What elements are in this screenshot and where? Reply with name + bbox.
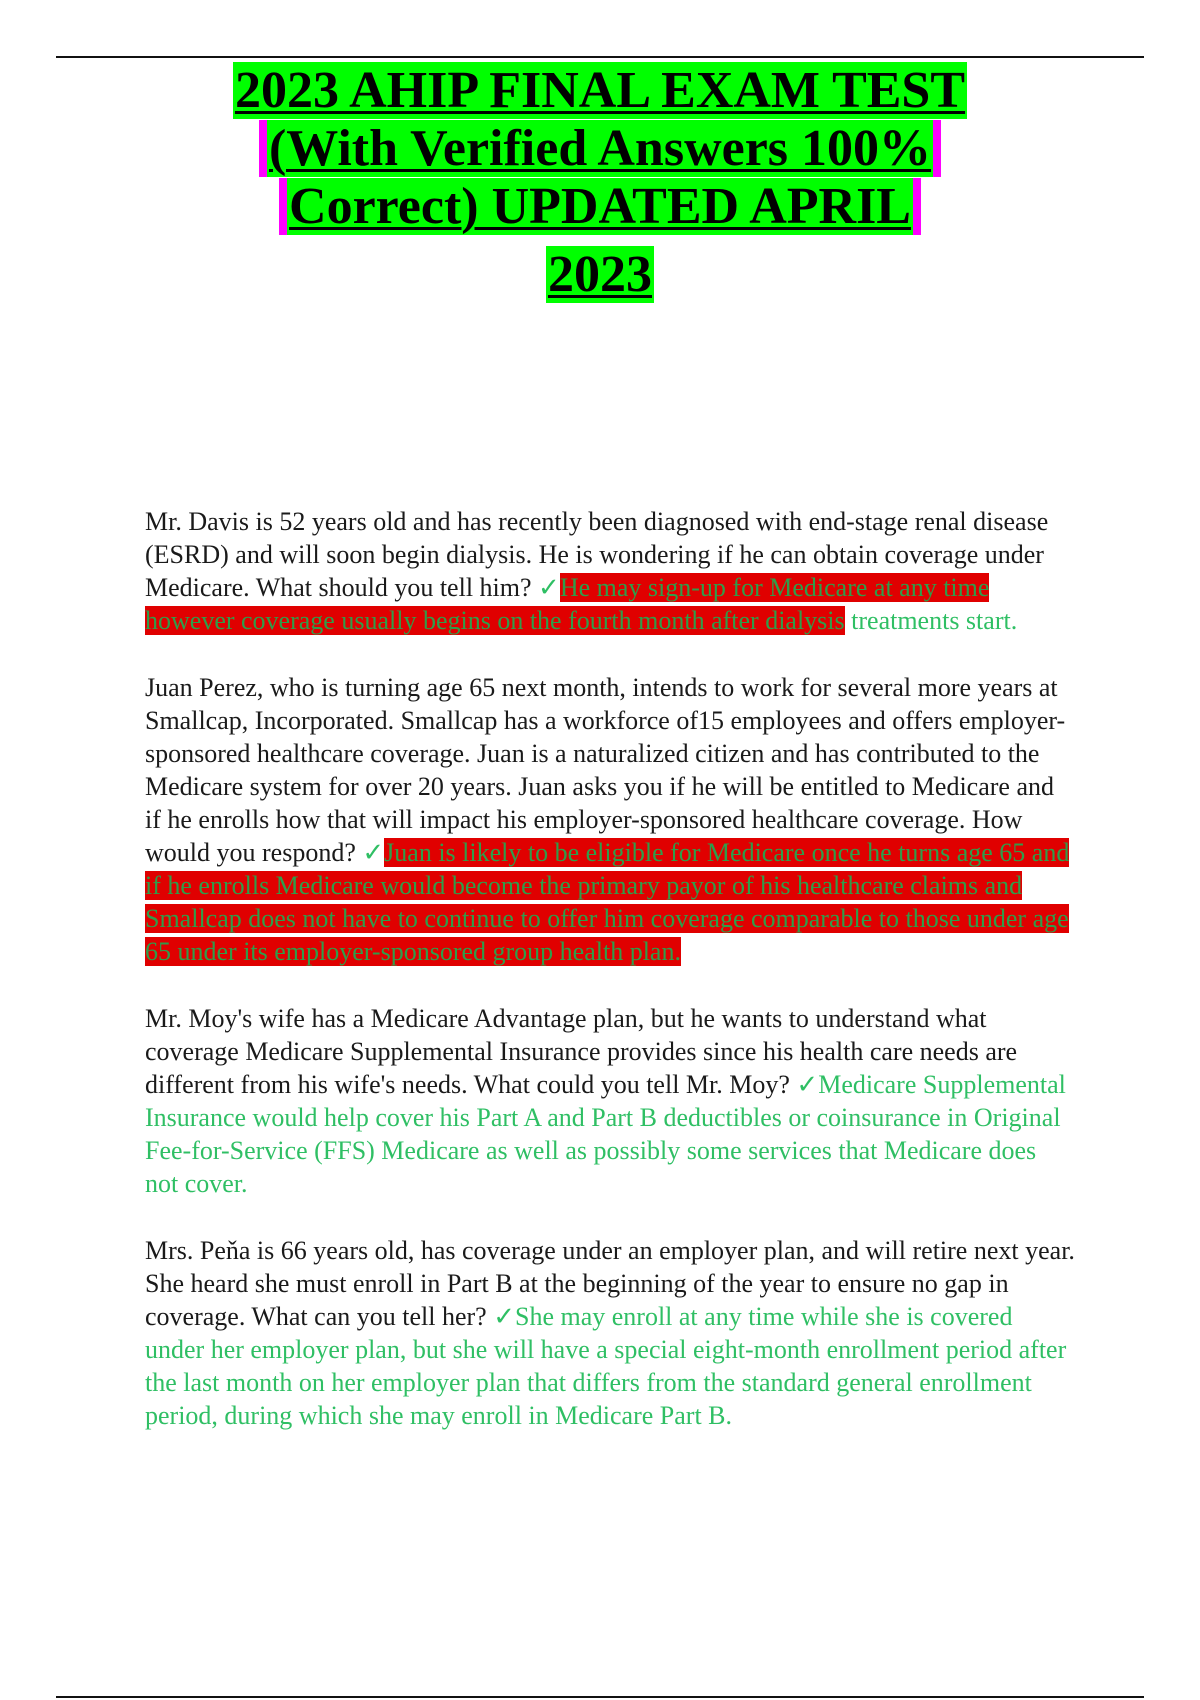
- top-rule: [56, 56, 1144, 58]
- qa-item-pena: [145, 1234, 1075, 1432]
- qa-list: [145, 505, 1075, 1466]
- check-icon: ✓: [493, 1302, 515, 1331]
- question-text: Mrs. Peňa is 66 years old, has coverage under an employer plan, and will retire next year. She heard she must enroll in Part B at the beginning of the year to ensure no gap in coverage. What can you tell her?: [145, 1236, 1075, 1331]
- title-line-3: Correct) UPDATED APRIL: [289, 178, 911, 235]
- qa-item-perez: [145, 671, 1075, 968]
- answer-highlighted: He may sign-up for Medicare at any time however coverage usually begins on the fourth month after dialysis: [145, 573, 990, 635]
- question-text: Mr. Davis is 52 years old and has recently been diagnosed with end-stage renal disease (ESRD) and will soon begin dialysis. He is wondering if he can obtain coverage under Medicare. What should you tell him?: [145, 507, 1049, 602]
- answer-highlighted: Juan is likely to be eligible for Medicare once he turns age 65 and if he enrolls Medicare would become the primary payor of his healthcare claims and Smallcap does not have to continue to offer him coverage comparable to those under age 65 under its employer-sponsored group health plan.: [145, 838, 1070, 966]
- title-line-4: 2023: [548, 246, 652, 303]
- qa-item-moy: [145, 1002, 1075, 1200]
- question-text: Mr. Moy's wife has a Medicare Advantage plan, but he wants to understand what coverage Medicare Supplemental Insurance provides since his health care needs are different from his wife's needs. What could you tell Mr. Moy?: [145, 1004, 1018, 1099]
- qa-item-davis: [145, 505, 1075, 637]
- title-line-1: 2023 AHIP FINAL EXAM TEST: [234, 62, 966, 119]
- bottom-rule: [56, 1696, 1144, 1698]
- document-title: [0, 62, 1200, 304]
- check-icon: ✓: [538, 573, 560, 602]
- answer-text: She may enroll at any time while she is covered under her employer plan, but she will have a special eight-month enrollment period after the last month on her employer plan that differs from the standard general enrollment period, during which she may enroll in Medicare Part B.: [145, 1302, 1067, 1430]
- question-text: Juan Perez, who is turning age 65 next month, intends to work for several more years at Smallcap, Incorporated. Smallcap has a workforce of15 employees and offers employer-sponsored healthcare coverage. Juan is a naturalized citizen and has contributed to the Medicare system for over 20 years. Juan asks you if he will be entitled to Medicare and if he enrolls how that will impact his employer-sponsored healthcare coverage. How would you respond?: [145, 673, 1066, 867]
- check-icon: ✓: [796, 1070, 819, 1099]
- answer-text: treatments start.: [844, 606, 1018, 635]
- answer-text: Medicare Supplemental Insurance would help cover his Part A and Part B deductibles or coinsurance in Original Fee-for-Service (FFS) Medicare as well as possibly some services that Medicare does not cover.: [145, 1070, 1066, 1198]
- check-icon: ✓: [362, 838, 385, 867]
- title-line-2: (With Verified Answers 100%: [268, 120, 932, 177]
